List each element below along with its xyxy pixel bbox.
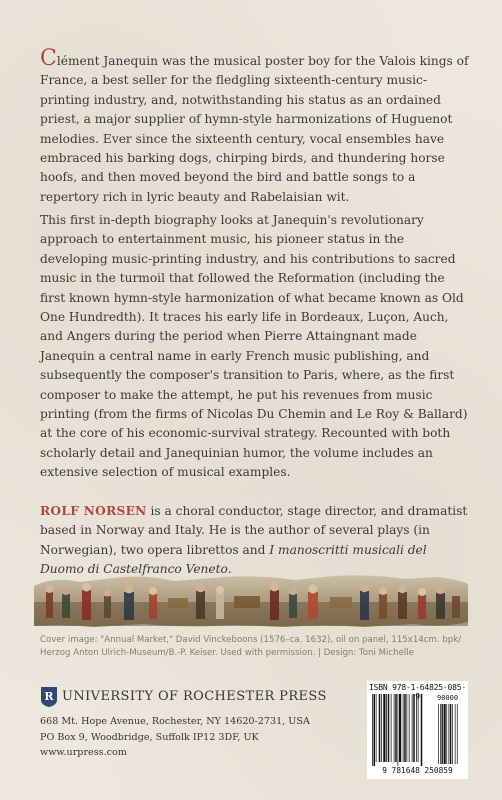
barcode-bar	[391, 694, 392, 762]
barcode-addon-bar	[442, 704, 443, 764]
publisher-name: UNIVERSITY OF ROCHESTER PRESS	[62, 689, 327, 704]
barcode-addon-bar	[452, 704, 453, 764]
barcode-addon-bar	[449, 704, 450, 764]
barcode-bar	[388, 694, 390, 762]
barcode-number: 9 781648 250859	[382, 766, 453, 775]
barcode-bar	[413, 694, 415, 762]
isbn-label: ISBN 978-1-64825-085-9	[369, 683, 466, 701]
publisher-logo-letter: R	[44, 690, 54, 703]
description-paragraph-1-text: lément Janequin was the musical poster boy for the Valois kings of France, a best seller for the fledgling sixteenth-century music-printing industry, and, notwithstanding his status as an ordained priest, a major supplier of hymn-style harmonizations of Huguenot melodies. Ever since the sixteenth century, vocal ensembles have embraced his barking dogs, chirping birds, and thundering horse hoofs, and then moved beyond the bird and battle songs to a repertory rich in lyric beauty and Rabelaisian wit.	[40, 54, 469, 204]
barcode-bar	[409, 694, 410, 762]
author-bio	[40, 502, 472, 580]
barcode-bar	[403, 694, 404, 762]
barcode-bar	[374, 694, 376, 766]
barcode-addon-bar	[457, 704, 458, 764]
barcode-bar	[416, 694, 417, 762]
barcode-bar	[376, 694, 377, 762]
barcode-bar	[395, 694, 397, 762]
barcode-bars	[370, 694, 465, 766]
barcode-addon-bar	[446, 704, 447, 764]
barcode-bar	[398, 694, 399, 766]
isbn-barcode	[367, 681, 468, 779]
barcode-bar	[394, 694, 395, 762]
barcode-bar	[399, 694, 401, 762]
barcode-addon-number: 90000	[437, 694, 459, 702]
barcode-addon-bar	[438, 704, 439, 764]
barcode-bar	[421, 694, 423, 766]
barcode-bar	[404, 694, 406, 762]
publisher-logo	[40, 686, 58, 708]
barcode-addon-bar	[450, 704, 451, 764]
drop-cap: C	[40, 46, 57, 71]
publisher-website: www.urpress.com	[40, 747, 127, 759]
barcode-bar	[386, 694, 387, 762]
barcode-addon-bar	[440, 704, 441, 764]
cover-image-credit: Cover image: "Annual Market," David Vinckeboons (1576–ca. 1632), oil on panel, 115x14cm. bpk/ Herzog Anton Ulrich-Museum/B.-P. Keiser. Used with permission. | Design: Toni Michelle	[40, 635, 462, 658]
barcode-bar	[381, 694, 382, 762]
publisher-address-uk: PO Box 9, Woodbridge, Suffolk IP12 3DF, UK	[40, 731, 259, 743]
cover-painting-strip	[34, 572, 468, 628]
barcode-addon-bar	[455, 704, 456, 764]
author-book-title: I manoscritti musicali del Duomo di Castelfranco Veneto	[40, 542, 427, 577]
barcode-addon-bar	[444, 704, 446, 764]
barcode-bar	[418, 694, 419, 762]
barcode-bar	[383, 694, 385, 762]
author-bio-end: .	[227, 562, 232, 577]
barcode-bar	[379, 694, 381, 762]
description-paragraph-1	[40, 46, 472, 207]
publisher-address	[40, 714, 340, 761]
author-name: ROLF NORSEN	[40, 504, 147, 518]
publisher-address-us: 668 Mt. Hope Avenue, Rochester, NY 14620-2731, USA	[40, 716, 310, 727]
author-bio-text: is a choral conductor, stage director, and dramatist based in Norway and Italy. He is the author of several plays (in Norwegian), two opera librettos and	[40, 504, 468, 557]
description-paragraph-2: This first in-depth biography looks at Janequin's revolutionary approach to entertainment music, his pioneer status in the developing music-printing industry, and his contributions to sacred music in the turmoil that followed the Reformation (including the first known hymn-style harmonization of what became known as Old One Hundredth). It traces his early life in Bordeaux, Luçon, Auch, and Angers during the period when Pierre Attaingnant made Janequin a central name in early French music publishing, and subsequently the composer's transition to Paris, where, as the first composer to make the attempt, he put his revenues from music printing (from the firms of Nicolas Du Chemin and Le Roy & Ballard) at the core of his economic-survival strategy. Recounted with both scholarly detail and Janequinian humor, the volume includes an extensive selection of musical examples.	[40, 213, 468, 480]
barcode-bar	[372, 694, 373, 766]
barcode-bar	[407, 694, 408, 762]
barcode-bar	[412, 694, 413, 762]
